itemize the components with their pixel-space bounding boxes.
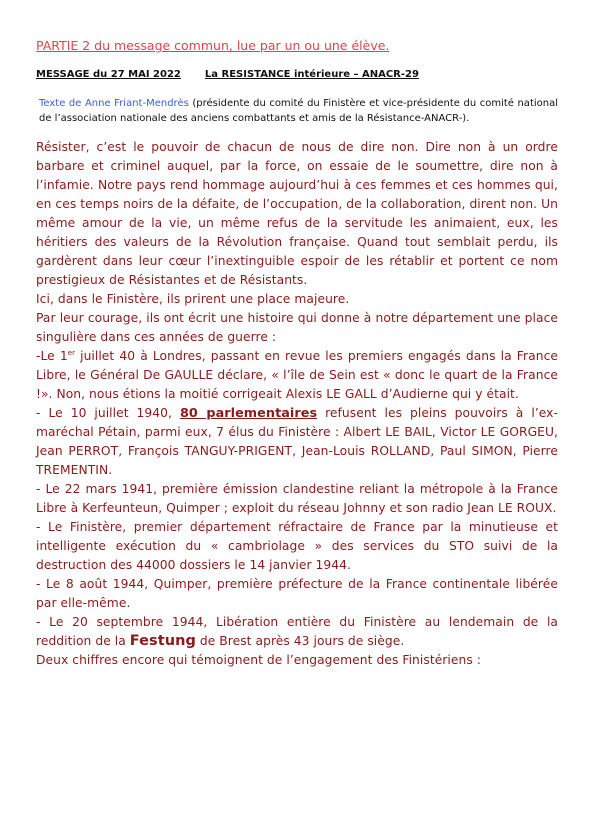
- body-paragraph-1: Résister, c’est le pouvoir de chacun de nous de dire non. Dire non à un ordre barbare et criminel auquel, par la force, on essaie de le soumettre, dire non à l’infamie. Notre pays rend hommage aujourd’hui à ces femmes et ces hommes qui, en ces temps noirs de la défaite, de l’occupation, de la collaboration, dirent non. Un même amour de la vie, un même refus de la servitude les animaient, eux, les héritiers des valeurs de la Révolution française. Quand tout semblait perdu, ils gardèrent dans leur cœur l’inextinguible espoir de les rétablir et portent ce nom prestigieux de Résistantes et de Résistants.: [36, 140, 558, 287]
- intro-rest: (présidente du comité du Finistère et vice-présidente du comité national de l’association nationale des anciens combattants et amis de la Résistance-ANACR-).: [39, 98, 559, 124]
- body-p5-rest: refusent les pleins pouvoirs à l’ex-maréchal Pétain, parmi eux, 7 élus du Finistère : Albert LE BAIL, Victor LE GORGEU, Jean PERROT, François TANGUY-PRIGENT, Jean-Louis ROLLAND, Paul SIMON, Pierre TREMENTIN.: [36, 406, 558, 477]
- message-header: [36, 69, 558, 80]
- intro-paragraph: [36, 96, 558, 126]
- intro-author: Texte de Anne Friant-Mendrès: [39, 98, 189, 109]
- body-p9-start: - Le 20 septembre 1944, Libération entière du Finistère au lendemain de la reddition de la: [36, 615, 558, 648]
- body-p9-rest: de Brest après 43 jours de siège.: [195, 634, 405, 648]
- body-p5-start: - Le 10 juillet 1940,: [36, 406, 180, 420]
- body-paragraph-3: Par leur courage, ils ont écrit une histoire qui donne à notre département une place singulière dans ces années de guerre :: [36, 311, 558, 344]
- body-paragraph-7: - Le Finistère, premier département réfractaire de France par la minutieuse et intelligente exécution du « cambriolage » des services du STO suivi de la destruction des 44000 dossiers le 14 janvier 1944.: [36, 520, 558, 572]
- body-paragraph-2: Ici, dans le Finistère, ils prirent une place majeure.: [36, 292, 350, 306]
- body-paragraph-8: - Le 8 août 1944, Quimper, première préfecture de la France continentale libérée par elle-même.: [36, 577, 558, 610]
- body-paragraph-5: [36, 404, 558, 480]
- body-p4-rest: juillet 40 à Londres, passant en revue les premiers engagés dans la France Libre, le Général De GAULLE déclare, « l’île de Sein est « donc le quart de la France !». Non, nous étions la moitié corrigeait Alexis LE GALL d’Audierne qui y était.: [36, 349, 558, 401]
- highlight-80-parlementaires: 80 parlementaires: [179, 406, 318, 421]
- body-paragraph-9: [36, 613, 558, 651]
- body-paragraph-6: - Le 22 mars 1941, première émission clandestine reliant la métropole à la France Libre à Kerfeunteun, Quimper ; exploit du réseau Johnny et son radio Jean LE ROUX.: [36, 482, 558, 515]
- message-subject: La RESISTANCE intérieure – ANACR-29: [204, 69, 419, 80]
- body-paragraph-4: [36, 347, 558, 404]
- message-date: MESSAGE du 27 MAI 2022: [36, 69, 181, 80]
- body-p4-start: -Le 1: [36, 349, 68, 363]
- message-body: [36, 138, 558, 670]
- word-festung: Festung: [129, 633, 196, 649]
- part-title: PARTIE 2 du message commun, lue par un ou une élève.: [36, 38, 390, 53]
- document-page: [36, 38, 558, 670]
- superscript-er: er: [67, 348, 76, 357]
- body-paragraph-10: Deux chiffres encore qui témoignent de l’engagement des Finistériens :: [36, 653, 481, 667]
